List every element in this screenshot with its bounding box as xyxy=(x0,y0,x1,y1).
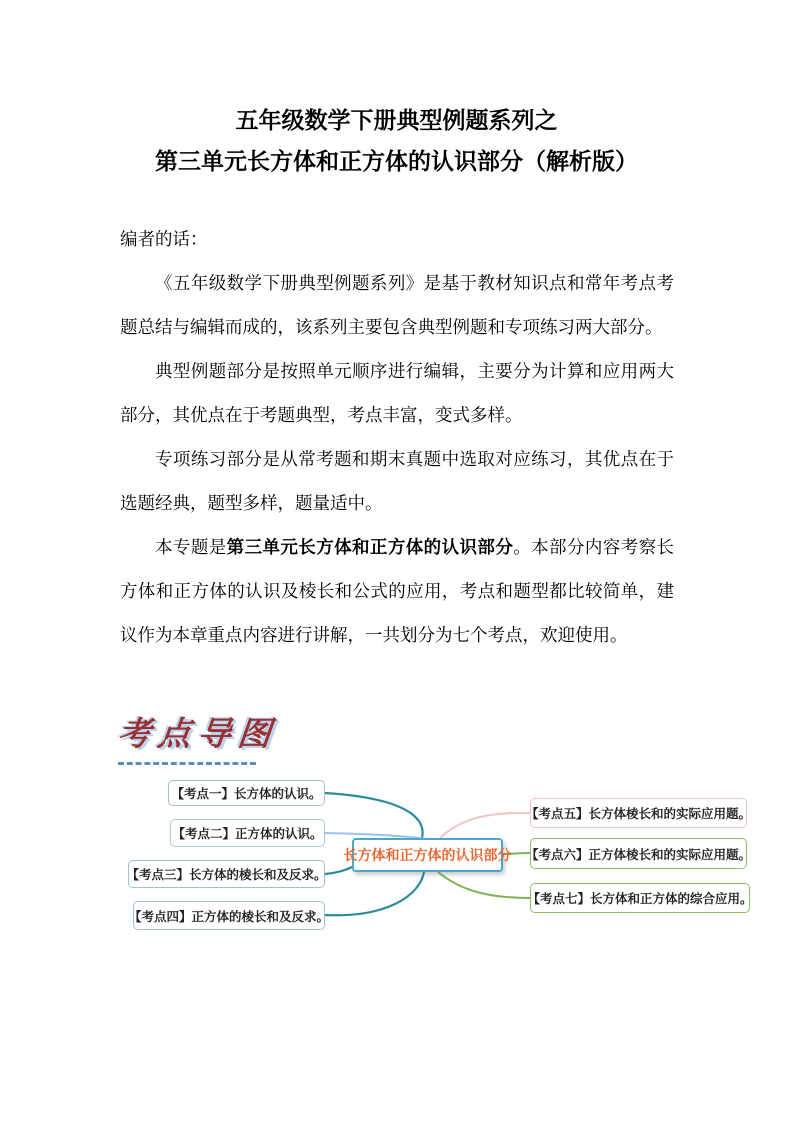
title-line-1: 五年级数学下册典型例题系列之 xyxy=(235,107,558,133)
mindmap-node-kaodian-6: 【考点六】正方体棱长和的实际应用题。 xyxy=(530,838,747,869)
paragraph-4-bold-topic: 第三单元长方体和正方体的认识部分 xyxy=(226,537,514,557)
intro-paragraph-3: 专项练习部分是从常考题和期末真题中选取对应练习，其优点在于选题经典，题型多样，题量适中。 xyxy=(120,449,674,513)
title-line-2: 第三单元长方体和正方体的认识部分（解析版） xyxy=(155,148,638,174)
link-topic-4 xyxy=(325,872,424,915)
intro-paragraph-1: 《五年级数学下册典型例题系列》是基于教材知识点和常年考点考题总结与编辑而成的，该系列主要包含典型例题和专项练习两大部分。 xyxy=(120,273,674,337)
link-topic-1 xyxy=(325,793,423,838)
link-topic-5 xyxy=(440,813,530,838)
paragraph-4-rest: 。本部分内容考察长方体和正方体的认识及棱长和公式的应用，考点和题型都比较简单，建议作为本章重点内容进行讲解，一共划分为七个考点，欢迎使用。 xyxy=(120,537,675,645)
mindmap-node-kaodian-2: 【考点二】正方体的认识。 xyxy=(170,819,325,847)
paragraph-4-prefix: 本专题是 xyxy=(155,537,227,557)
document-title xyxy=(0,100,793,182)
mindmap-center-node: 长方体和正方体的认识部分 xyxy=(352,838,503,872)
mindmap-node-kaodian-1: 【考点一】长方体的认识。 xyxy=(168,780,325,806)
mindmap-node-kaodian-5: 【考点五】长方体棱长和的实际应用题。 xyxy=(530,798,747,828)
mindmap-diagram xyxy=(0,758,793,958)
link-topic-3 xyxy=(325,867,352,874)
mindmap-node-kaodian-7: 【考点七】长方体和正方体的综合应用。 xyxy=(530,883,750,913)
intro-paragraph-2: 典型例题部分是按照单元顺序进行编辑，主要分为计算和应用两大部分，其优点在于考题典型，考点丰富，变式多样。 xyxy=(120,361,674,425)
mindmap-node-kaodian-4: 【考点四】正方体的棱长和及反求。 xyxy=(133,901,325,930)
mindmap-node-kaodian-3: 【考点三】长方体的棱长和及反求。 xyxy=(128,860,325,888)
link-topic-7 xyxy=(438,872,530,898)
intro-heading: 编者的话： xyxy=(120,229,208,249)
intro-section xyxy=(120,217,674,657)
mindmap-heading: 考点导图 xyxy=(115,714,280,753)
intro-paragraph-4 xyxy=(120,525,674,657)
